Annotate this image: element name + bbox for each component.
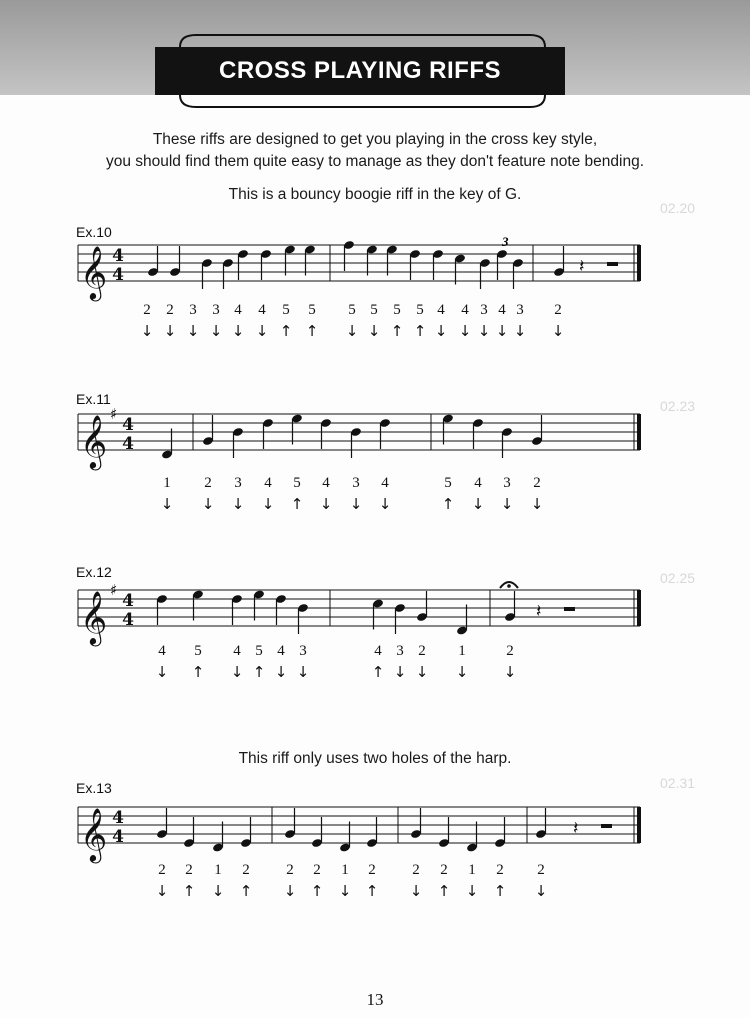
draw-arrow-icon: ↓	[495, 322, 509, 340]
blow-arrow-icon: ↑	[365, 882, 379, 900]
draw-arrow-icon: ↓	[465, 882, 479, 900]
draw-arrow-icon: ↓	[160, 495, 174, 513]
ex11-label: Ex.11	[76, 391, 111, 407]
hole-number: 5	[308, 302, 316, 318]
blow-arrow-icon: ↑	[441, 495, 455, 513]
hole-number: 3	[516, 302, 524, 318]
draw-arrow-icon: ↓	[378, 495, 392, 513]
hole-number: 2	[506, 643, 514, 659]
draw-arrow-icon: ↓	[434, 322, 448, 340]
draw-arrow-icon: ↓	[230, 663, 244, 681]
hole-number: 4	[461, 302, 469, 318]
hole-number: 5	[282, 302, 290, 318]
draw-arrow-icon: ↓	[163, 322, 177, 340]
time-signature-top: 4	[112, 808, 124, 828]
final-barline-thick	[637, 245, 641, 281]
intro-line-3: This is a bouncy boogie riff in the key of G.	[228, 186, 522, 203]
blow-arrow-icon: ↑	[182, 882, 196, 900]
half-rest-icon	[607, 262, 618, 266]
hole-number: 1	[214, 862, 222, 878]
hole-number: 4	[498, 302, 506, 318]
sharp-icon: ♯	[110, 405, 118, 423]
ex10-label: Ex.10	[76, 224, 112, 240]
treble-clef-icon: 𝄞	[80, 245, 108, 299]
blow-arrow-icon: ↑	[493, 882, 507, 900]
treble-clef-icon: 𝄞	[80, 590, 108, 644]
draw-arrow-icon: ↓	[530, 495, 544, 513]
quarter-rest-icon: 𝄽	[536, 601, 542, 622]
time-signature-top: 4	[112, 246, 124, 266]
hole-number: 3	[480, 302, 488, 318]
hole-number: 4	[277, 643, 285, 659]
draw-arrow-icon: ↓	[201, 495, 215, 513]
hole-number: 2	[158, 862, 166, 878]
draw-arrow-icon: ↓	[367, 322, 381, 340]
hole-number: 3	[189, 302, 197, 318]
draw-arrow-icon: ↓	[455, 663, 469, 681]
page-number: 13	[366, 990, 384, 1009]
blow-arrow-icon: ↑	[239, 882, 253, 900]
hole-number: 2	[412, 862, 420, 878]
time-signature-bottom: 4	[122, 610, 134, 630]
draw-arrow-icon: ↓	[503, 663, 517, 681]
hole-number: 2	[496, 862, 504, 878]
draw-arrow-icon: ↓	[209, 322, 223, 340]
hole-number: 1	[468, 862, 476, 878]
hole-number: 4	[374, 643, 382, 659]
draw-arrow-icon: ↓	[338, 882, 352, 900]
hole-number: 3	[352, 475, 360, 491]
ex13-caption: This riff only uses two holes of the harp.	[238, 750, 512, 767]
draw-arrow-icon: ↓	[155, 663, 169, 681]
time-signature-top: 4	[122, 415, 134, 435]
draw-arrow-icon: ↓	[534, 882, 548, 900]
hole-number: 3	[396, 643, 404, 659]
draw-arrow-icon: ↓	[211, 882, 225, 900]
draw-arrow-icon: ↓	[393, 663, 407, 681]
blow-arrow-icon: ↑	[191, 663, 205, 681]
hole-number: 4	[322, 475, 330, 491]
draw-arrow-icon: ↓	[283, 882, 297, 900]
treble-clef-icon: 𝄞	[80, 807, 108, 861]
treble-clef-icon: 𝄞	[80, 414, 108, 468]
half-rest-icon	[601, 824, 612, 828]
blow-arrow-icon: ↑	[279, 322, 293, 340]
draw-arrow-icon: ↓	[255, 322, 269, 340]
hole-number: 5	[370, 302, 378, 318]
draw-arrow-icon: ↓	[319, 495, 333, 513]
blow-arrow-icon: ↑	[290, 495, 304, 513]
ex10-track-code: 02.20	[660, 200, 696, 216]
hole-number: 1	[163, 475, 171, 491]
draw-arrow-icon: ↓	[349, 495, 363, 513]
hole-number: 5	[255, 643, 263, 659]
final-barline-thick	[637, 414, 641, 450]
ex11-track-code: 02.23	[660, 398, 696, 414]
blow-arrow-icon: ↑	[252, 663, 266, 681]
hole-number: 4	[158, 643, 166, 659]
blow-arrow-icon: ↑	[437, 882, 451, 900]
hole-number: 4	[474, 475, 482, 491]
hole-number: 3	[503, 475, 511, 491]
hole-number: 4	[258, 302, 266, 318]
hole-number: 2	[533, 475, 541, 491]
hole-number: 2	[286, 862, 294, 878]
draw-arrow-icon: ↓	[296, 663, 310, 681]
draw-arrow-icon: ↓	[155, 882, 169, 900]
draw-arrow-icon: ↓	[231, 322, 245, 340]
blow-arrow-icon: ↑	[413, 322, 427, 340]
hole-number: 2	[440, 862, 448, 878]
draw-arrow-icon: ↓	[345, 322, 359, 340]
time-signature-bottom: 4	[122, 434, 134, 454]
hole-number: 5	[348, 302, 356, 318]
hole-number: 2	[143, 302, 151, 318]
draw-arrow-icon: ↓	[140, 322, 154, 340]
sharp-icon: ♯	[110, 581, 118, 599]
time-signature-top: 4	[122, 591, 134, 611]
hole-number: 4	[437, 302, 445, 318]
hole-number: 4	[233, 643, 241, 659]
draw-arrow-icon: ↓	[261, 495, 275, 513]
draw-arrow-icon: ↓	[471, 495, 485, 513]
hole-number: 4	[381, 475, 389, 491]
time-signature-bottom: 4	[112, 265, 124, 285]
final-barline-thick	[637, 590, 641, 626]
quarter-rest-icon: 𝄽	[579, 256, 585, 277]
final-barline-thick	[637, 807, 641, 843]
hole-number: 2	[185, 862, 193, 878]
hole-number: 5	[194, 643, 202, 659]
draw-arrow-icon: ↓	[231, 495, 245, 513]
intro-line-1: These riffs are designed to get you playing in the cross key style,	[152, 131, 598, 148]
hole-number: 2	[166, 302, 174, 318]
hole-number: 5	[393, 302, 401, 318]
hole-number: 4	[264, 475, 272, 491]
draw-arrow-icon: ↓	[186, 322, 200, 340]
hole-number: 2	[368, 862, 376, 878]
intro-line-2: you should find them quite easy to manage as they don't feature note bending.	[105, 153, 645, 170]
hole-number: 2	[242, 862, 250, 878]
half-rest-icon	[564, 607, 575, 611]
draw-arrow-icon: ↓	[409, 882, 423, 900]
hole-number: 2	[313, 862, 321, 878]
quarter-rest-icon: 𝄽	[573, 818, 579, 839]
time-signature-bottom: 4	[112, 827, 124, 847]
ex12-label: Ex.12	[76, 564, 112, 580]
draw-arrow-icon: ↓	[551, 322, 565, 340]
hole-number: 2	[418, 643, 426, 659]
hole-number: 2	[554, 302, 562, 318]
ex10-triplet-mark: 3	[502, 234, 509, 249]
blow-arrow-icon: ↑	[371, 663, 385, 681]
blow-arrow-icon: ↑	[310, 882, 324, 900]
blow-arrow-icon: ↑	[390, 322, 404, 340]
hole-number: 2	[204, 475, 212, 491]
hole-number: 1	[458, 643, 466, 659]
hole-number: 4	[234, 302, 242, 318]
draw-arrow-icon: ↓	[500, 495, 514, 513]
draw-arrow-icon: ↓	[274, 663, 288, 681]
blow-arrow-icon: ↑	[305, 322, 319, 340]
hole-number: 2	[537, 862, 545, 878]
hole-number: 5	[416, 302, 424, 318]
hole-number: 3	[212, 302, 220, 318]
draw-arrow-icon: ↓	[477, 322, 491, 340]
draw-arrow-icon: ↓	[458, 322, 472, 340]
hole-number: 1	[341, 862, 349, 878]
ex13-label: Ex.13	[76, 780, 112, 796]
hole-number: 3	[299, 643, 307, 659]
page-title: CROSS PLAYING RIFFS	[155, 47, 565, 95]
hole-number: 5	[444, 475, 452, 491]
hole-number: 3	[234, 475, 242, 491]
ex12-track-code: 02.25	[660, 570, 696, 586]
draw-arrow-icon: ↓	[415, 663, 429, 681]
hole-number: 5	[293, 475, 301, 491]
ex13-track-code: 02.31	[660, 775, 696, 791]
draw-arrow-icon: ↓	[513, 322, 527, 340]
